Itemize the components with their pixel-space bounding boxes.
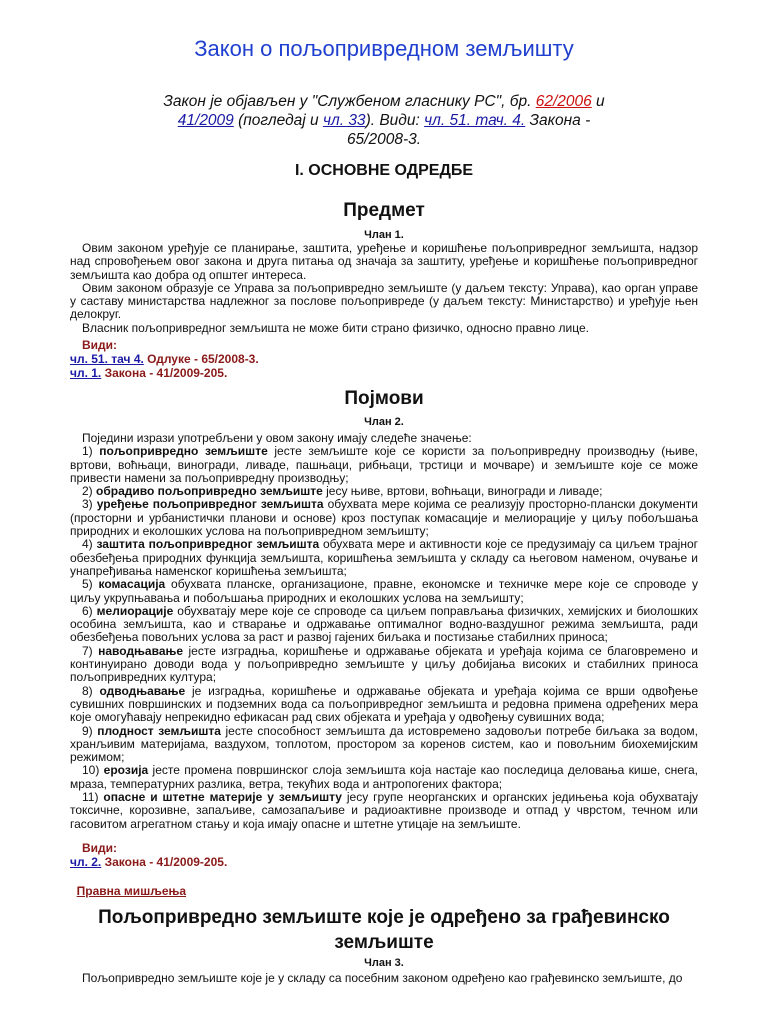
definition-number: 9) (82, 723, 98, 738)
definition-number: 3) (82, 497, 97, 512)
definition-item (70, 605, 698, 645)
article-1-paragraph: Овим законом уређује се планирање, заштита, уређење и коришћење пољопривредног земљишта, надзор над спровођењем овог закона и друга питања од значаја за заштиту, уређење и коришћење пољопривредног земљишта као добра од општег интереса. (70, 241, 698, 282)
legal-opinions (70, 884, 186, 898)
law-title: Закон о пољопривредном земљишту (194, 36, 574, 61)
definition-number: 5) (82, 577, 99, 592)
definition-number: 2) (82, 484, 97, 499)
definition-term: наводњавање (98, 643, 184, 658)
definition-term: мелиорације (96, 603, 174, 618)
definition-term: одводњавање (99, 683, 186, 698)
pub-mid: (погледај и (233, 112, 323, 129)
see-also-link[interactable]: чл. 51. тач 4. (70, 352, 144, 366)
definition-text: јесте изградња, коришћење и одржавање објеката и уређаја којима се благовремено и континуирано доводи вода у пољопривредно земљиште у циљу добијања високих и стабилних приноса пољопривредних култура; (70, 643, 699, 685)
definition-text: јесте способност земљишта да истовремено задовољи потребе биљака за водом, хранљивим материјама, ваздухом, топлотом, простором за коренов систем, као и повољним биохемијским режимом; (70, 723, 698, 765)
definition-term: ерозија (103, 763, 149, 778)
see-also-label: Види: (82, 841, 118, 855)
definition-item (70, 445, 698, 485)
see-also-ref: Закона - 41/2009-205. (101, 855, 228, 869)
definition-item (70, 725, 698, 765)
definition-text: јесте земљиште које се користи за пољопривредну производњу (њиве, вртови, воћњаци, виногради, ливаде, пашњаци, рибњаци, трстици и мочваре) и земљиште које се може привести намени за пољопривредну производњу; (70, 444, 698, 485)
definition-text: обухвата мере и активности које се предузимају са циљем трајног обезбеђења природних функција земљишта, коришћења земљишта у складу са његовом наменом, очување и унапређивања наменског коришћења земљишта; (70, 537, 698, 578)
article-3-paragraph: Пољопривредно земљиште које је у складу са посебним законом одређено као грађевинско земљиште, до (82, 971, 683, 985)
article-2-heading: Појмови (344, 388, 424, 409)
definition-number: 4) (82, 537, 97, 552)
definition-text: јесте промена површинског слоја земљишта која настаје као последица деловања кише, снега, мраза, температурних разлика, ветра, текућих вода и антропогених фактора; (70, 763, 698, 791)
article-1-number: Члан 1. (364, 229, 404, 241)
pub-prefix: Закон је објављен у "Службеном гласнику РС", бр. (163, 93, 536, 110)
definition-item (70, 498, 698, 538)
section-heading: I. ОСНОВНЕ ОДРЕДБЕ (294, 162, 474, 179)
definition-number: 1) (82, 444, 100, 459)
see-also-ref: Закона - 41/2009-205. (101, 366, 228, 380)
definition-item (70, 578, 698, 605)
definition-item (70, 764, 698, 791)
article-2-number: Члан 2. (364, 416, 404, 428)
definition-text: обухвата мере којима се реализују просторно-плански документи (просторни и урбанистички планови и основе) кроз поступак комасације и мелиорације у циљу побољшања природних и еколошких услова на пољопривредном земљишту; (70, 497, 698, 539)
definition-term: плодност земљишта (97, 723, 221, 738)
definition-text: јесу њиве, вртови, воћњаци, виногради и ливаде; (322, 484, 603, 499)
article-1-see-also (70, 338, 698, 380)
definition-number: 6) (82, 603, 97, 618)
definition-number: 11) (82, 790, 104, 805)
definition-term: уређење пољопривредног земљишта (96, 497, 324, 512)
definition-term: обрадиво пољопривредно земљиште (96, 484, 323, 499)
article-3-number: Члан 3. (364, 957, 404, 969)
article-1-heading: Предмет (343, 200, 425, 221)
definition-item (70, 685, 698, 725)
article-2-body (70, 432, 698, 831)
gazette-link-41-2009[interactable]: 41/2009 (177, 112, 234, 129)
definition-number: 10) (82, 763, 104, 778)
definition-text: јесу групе неорганских и органских једињења која обухватају токсичне, корозивне, запаљиве, самозапаљиве и радиоактивне производе и отпад у чврстом, течном или гасовитом агрегатном стању и која имају опасне и штетне утицаје на земљиште. (70, 790, 698, 831)
see-also-ref: Одлуке - 65/2008-3. (143, 352, 259, 366)
legal-opinions-link[interactable]: Правна мишљења (76, 884, 187, 898)
see-also-label: Види: (82, 338, 118, 352)
gazette-link-62-2006[interactable]: 62/2006 (535, 93, 592, 110)
see-also-link[interactable]: чл. 2. (70, 855, 102, 869)
definition-text: обухвата планске, организационе, правне, економске и техничке мере које се спроводе у циљу укрупњавања и побољшања природних и еколошких услова на земљишту; (70, 577, 698, 605)
article-3-heading: Пољопривредно земљиште које је одређено за грађевинско земљиште (98, 907, 670, 953)
pub-and: и (591, 93, 605, 110)
pub-mid2: ). Види: (365, 112, 425, 129)
definition-text: је изградња, коришћење и одржавање објеката и уређаја којима се врши одвођење сувишних површинских и подземних вода са пољопривредног земљишта и редовна примена одређених мера које омогућавају непрекидно ефикасан рад свих објеката и уређаја у одвођењу сувишних вода; (70, 683, 698, 725)
definition-term: заштита пољопривредног земљишта (96, 537, 320, 552)
definition-item (70, 791, 698, 831)
definition-term: комасација (98, 577, 166, 592)
definition-item (70, 645, 698, 685)
definition-text: обухватају мере које се спроводе са циљем поправљања физичких, хемијских и биолошких особина земљишта, као и стварање и одржавање оптималног водно-ваздушног режима земљишта, ради обезбеђења повољних услова за раст и развој гајених биљака и постизање стабилних приноса; (70, 603, 698, 645)
definition-term: опасне и штетне материје у земљишту (103, 790, 342, 805)
see-also-link[interactable]: чл. 1. (70, 366, 102, 380)
publication-note (150, 92, 618, 149)
article-2-see-also (70, 841, 698, 869)
definition-term: пољопривредно земљиште (99, 444, 268, 459)
article-51-link[interactable]: чл. 51. тач. 4. (424, 112, 526, 129)
definition-item (70, 485, 698, 498)
article-33-link[interactable]: чл. 33 (322, 112, 366, 129)
article-1-body (70, 242, 698, 335)
pub-suffix: Закона - 65/2008-3. (346, 112, 591, 148)
article-3-body (70, 972, 698, 985)
definition-item (70, 538, 698, 578)
article-1-paragraph: Овим законом образује се Управа за пољопривредно земљиште (у даљем тексту: Управа), као орган управе у саставу министарства надлежног за послове пољопривреде (у даљем тексту: Министарство) и уређује њен делокруг. (70, 280, 698, 322)
definition-number: 7) (82, 643, 99, 658)
definitions-list (70, 445, 698, 831)
definition-number: 8) (82, 683, 100, 698)
article-1-paragraph: Власник пољопривредног земљишта не може бити страно физичко, односно правно лице. (82, 320, 589, 335)
article-2-intro: Поједини изрази употребљени у овом закону имају следеће значење: (82, 431, 472, 445)
